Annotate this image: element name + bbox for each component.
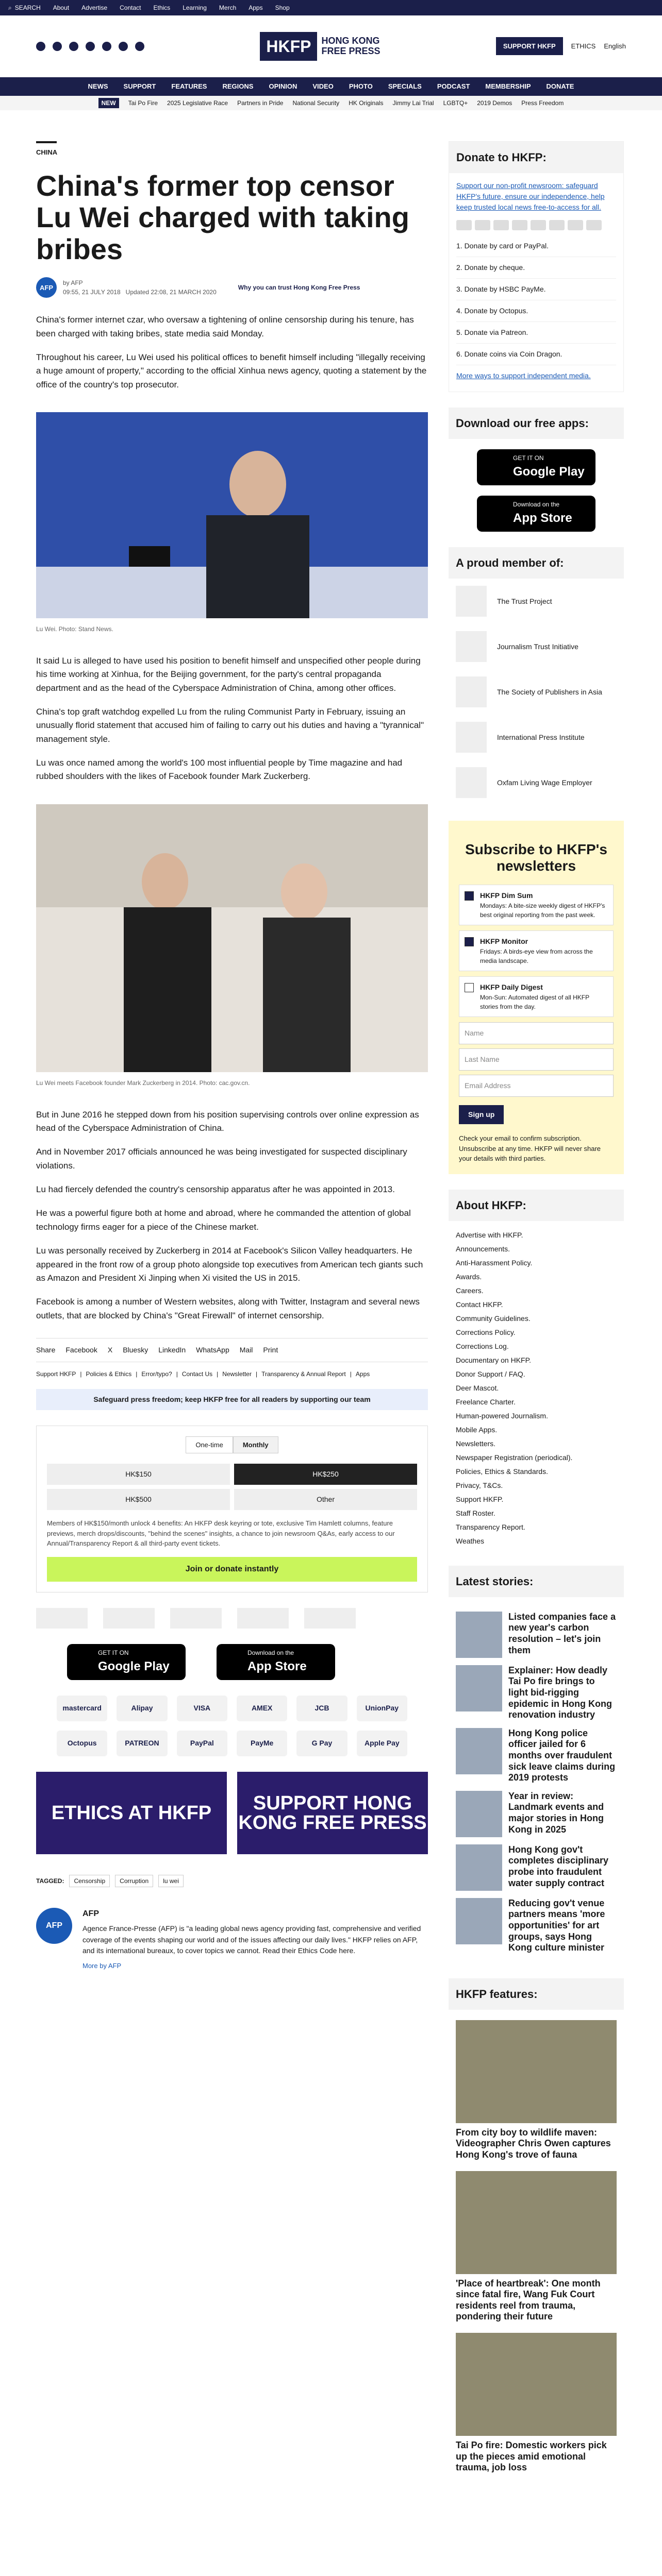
- top-utility-bar: [0, 0, 662, 15]
- about-link[interactable]: Staff Roster.: [456, 1509, 495, 1517]
- about-link[interactable]: Documentary on HKFP.: [456, 1355, 532, 1364]
- nav-item[interactable]: REGIONS: [222, 82, 254, 91]
- nav-item[interactable]: PHOTO: [349, 82, 373, 91]
- latest-story[interactable]: Hong Kong police officer jailed for 6 months over fraudulent sick leave claims during 2019 protests: [456, 1728, 617, 1784]
- share-print[interactable]: Print: [263, 1345, 278, 1354]
- feature-image: [456, 2020, 617, 2123]
- trending-link[interactable]: Press Freedom: [521, 99, 564, 107]
- google-play-button[interactable]: GET IT ON Google Play: [67, 1644, 186, 1680]
- monthly-option[interactable]: Monthly: [233, 1436, 278, 1454]
- about-link[interactable]: Weathes: [456, 1536, 484, 1545]
- author-bio: Agence France-Presse (AFP) is "a leading global news agency providing fast, comprehensive and verified coverage of the events shaping our world and of the issues affecting our daily lives." HKFP relies on AFP, and its international bureaux, to cover topics we cannot. Read their Ethics Code here.: [82, 1924, 421, 1955]
- donate-option[interactable]: 4. Donate by Octopus.: [456, 300, 616, 322]
- sidebar-app-store-button[interactable]: Download on the App Store: [477, 496, 595, 532]
- safeguard-banner: Safeguard press freedom; keep HKFP free for all readers by supporting our team: [36, 1389, 428, 1410]
- search-icon: ⌕: [8, 4, 12, 11]
- story-thumbnail: [456, 1898, 502, 1944]
- applepay-icon[interactable]: Apple Pay: [357, 1731, 407, 1756]
- threads-icon[interactable]: [86, 42, 95, 51]
- member-item[interactable]: The Trust Project: [449, 579, 624, 624]
- promo-banners: [36, 1772, 428, 1854]
- card-icon: [568, 220, 583, 230]
- patreon-icon[interactable]: PATREON: [117, 1731, 167, 1756]
- main-nav: [0, 77, 662, 96]
- logo-line-1: HONG KONG: [321, 35, 380, 46]
- category-label[interactable]: CHINA: [36, 141, 57, 158]
- instagram-icon[interactable]: [69, 42, 78, 51]
- site-logo[interactable]: [260, 32, 380, 61]
- membership-benefits: Members of HK$150/month unlock 4 benefits: An HKFP desk keyring or tote, exclusive Tim Hamlett columns, feature previews, merch drops/discounts, "behind the scenes" insights, a chance to join newsroom Q&As, early access to our Annual/Transparency Report & all third-party event tickets.: [47, 1519, 395, 1548]
- card-icon: [456, 220, 472, 230]
- about-link[interactable]: Corrections Log.: [456, 1342, 509, 1350]
- about-link[interactable]: Contact HKFP.: [456, 1300, 503, 1309]
- logo-line-2: FREE PRESS: [321, 45, 380, 56]
- member-logo: [456, 767, 487, 798]
- latest-title: Latest stories:: [449, 1566, 624, 1597]
- donate-widget: [36, 1426, 428, 1592]
- donate-option[interactable]: 5. Donate via Patreon.: [456, 322, 616, 344]
- learning-link[interactable]: Learning: [183, 4, 207, 11]
- about-link[interactable]: Support HKFP.: [456, 1495, 504, 1503]
- newsletter-checkbox[interactable]: HKFP Daily Digest Mon-Sun: Automated digest of all HKFP stories from the day.: [459, 976, 614, 1017]
- feature-image: [456, 2333, 617, 2436]
- about-link[interactable]: Newsletters.: [456, 1439, 496, 1448]
- about-link[interactable]: About: [53, 4, 70, 11]
- about-link[interactable]: Corrections Policy.: [456, 1328, 516, 1336]
- article-footer-links: Support HKFP | Policies & Ethics | Error/typo? | Contact Us | Newsletter | Transparency & Annual Report | Apps: [36, 1370, 370, 1378]
- contact-link[interactable]: Contact: [120, 4, 141, 11]
- article-main: [36, 110, 428, 2484]
- trending-bar: [0, 96, 662, 110]
- feature-story[interactable]: From city boy to wildlife maven: Videographer Chris Owen captures Hong Kong's trove of fauna: [456, 2020, 617, 2161]
- about-link[interactable]: Advertise with HKFP.: [456, 1230, 523, 1239]
- latest-story[interactable]: Year in review: Landmark events and major stories in Hong Kong in 2025: [456, 1791, 617, 1837]
- story-thumbnail: [456, 1612, 502, 1658]
- latest-story[interactable]: Explainer: How deadly Tai Po fire brings to light bid-rigging epidemic in Hong Kong renovation industry: [456, 1665, 617, 1721]
- amount-option[interactable]: HK$150: [47, 1464, 230, 1485]
- ethics-link[interactable]: Ethics: [153, 4, 171, 11]
- card-icon: [586, 220, 602, 230]
- nav-item[interactable]: MEMBERSHIP: [485, 82, 531, 91]
- updated-date: Updated 22:08, 21 MARCH 2020: [125, 289, 217, 296]
- jti-logo[interactable]: [103, 1608, 155, 1629]
- frequency-toggle: [47, 1436, 417, 1454]
- search-link[interactable]: ⌕ SEARCH: [8, 4, 41, 11]
- card-icon: [549, 220, 565, 230]
- about-link[interactable]: Awards.: [456, 1272, 482, 1281]
- donate-option[interactable]: 1. Donate by card or PayPal.: [456, 235, 616, 257]
- payme-icon[interactable]: PayMe: [237, 1731, 287, 1756]
- share-bluesky[interactable]: Bluesky: [123, 1345, 148, 1354]
- donate-option[interactable]: 6. Donate coins via Coin Dragon.: [456, 344, 616, 365]
- about-link[interactable]: Policies, Ethics & Standards.: [456, 1467, 548, 1476]
- nav-item[interactable]: PODCAST: [437, 82, 470, 91]
- support-promo[interactable]: SUPPORT HONG KONG FREE PRESS: [237, 1772, 428, 1854]
- card-icon: [531, 220, 546, 230]
- support-hkfp-button[interactable]: SUPPORT HKFP: [496, 37, 563, 56]
- footer-link[interactable]: Policies & Ethics: [86, 1370, 132, 1378]
- telegram-icon[interactable]: [135, 42, 144, 51]
- oxfam-logo[interactable]: [304, 1608, 356, 1629]
- about-link[interactable]: Deer Mascot.: [456, 1383, 499, 1392]
- tag[interactable]: Censorship: [69, 1875, 110, 1887]
- trending-link[interactable]: HK Originals: [349, 99, 384, 107]
- tag[interactable]: Corruption: [115, 1875, 153, 1887]
- author-avatar[interactable]: AFP: [36, 277, 57, 298]
- newsletter-title: Subscribe to HKFP's newsletters: [465, 841, 607, 874]
- article-paragraph: Lu was personally received by Zuckerberg in 2014 at Facebook's Silicon Valley headquarters. He appeared in the front row of a group photo alongside top executives from American tech giants such as Amazon and President Xi Jinping when Xi visited the US in 2015.: [36, 1246, 423, 1283]
- content-wrapper: [0, 110, 662, 2484]
- footer-link[interactable]: Transparency & Annual Report: [261, 1370, 346, 1378]
- author-box: [36, 1908, 428, 1972]
- about-link[interactable]: Freelance Charter.: [456, 1397, 516, 1406]
- trust-link[interactable]: Why you can trust Hong Kong Free Press: [238, 284, 360, 292]
- feature-image: [456, 2171, 617, 2274]
- tags-row: [36, 1875, 428, 1887]
- byline: [36, 277, 428, 298]
- octopus-icon[interactable]: Octopus: [57, 1731, 107, 1756]
- story-thumbnail: [456, 1791, 502, 1837]
- join-donate-button[interactable]: Join or donate instantly: [47, 1557, 417, 1582]
- nav-item[interactable]: FEATURES: [171, 82, 207, 91]
- story-thumbnail: [456, 1728, 502, 1774]
- member-logo: [456, 722, 487, 753]
- newsletter-note: Check your email to confirm subscription. Unsubscribe at any time. HKFP will never share your details with third parties.: [459, 1134, 601, 1163]
- x-icon[interactable]: [36, 42, 45, 51]
- youtube-icon[interactable]: [102, 42, 111, 51]
- nav-item[interactable]: SPECIALS: [388, 82, 422, 91]
- share-facebook[interactable]: Facebook: [65, 1345, 97, 1354]
- share-whatsapp[interactable]: WhatsApp: [196, 1345, 229, 1354]
- newsletter-signup: [449, 821, 624, 1174]
- trending-link[interactable]: National Security: [292, 99, 340, 107]
- card-icon: [512, 220, 527, 230]
- member-title: A proud member of:: [449, 547, 624, 579]
- photo-caption: Lu Wei. Photo: Stand News.: [36, 625, 113, 633]
- feature-story[interactable]: Tai Po fire: Domestic workers pick up the pieces amid emotional trauma, job loss: [456, 2333, 617, 2473]
- advertise-link[interactable]: Advertise: [81, 4, 108, 11]
- member-logo: [456, 676, 487, 707]
- card-icons: [449, 220, 623, 230]
- latest-story[interactable]: Listed companies face a new year's carbon resolution – let's join them: [456, 1612, 617, 1658]
- amount-option[interactable]: HK$250: [234, 1464, 417, 1485]
- share-bar: [36, 1338, 428, 1362]
- trending-link[interactable]: Jimmy Lai Trial: [392, 99, 434, 107]
- about-link[interactable]: Careers.: [456, 1286, 484, 1295]
- latest-story[interactable]: Reducing gov't venue partners means 'more opportunities' for art groups, says Hong Kong culture minister: [456, 1898, 617, 1954]
- sidebar-donate-title: Donate to HKFP:: [449, 142, 623, 173]
- linkedin-icon[interactable]: [119, 42, 128, 51]
- newsletter-checkbox[interactable]: HKFP Monitor Fridays: A birds-eye view from across the media landscape.: [459, 930, 614, 971]
- lu-wei-photo: [36, 412, 428, 618]
- article-title: China's former top censor Lu Wei charged with taking bribes: [36, 169, 409, 265]
- sopa-logo[interactable]: [170, 1608, 222, 1629]
- language-selector[interactable]: English: [604, 42, 626, 50]
- about-link[interactable]: Privacy, T&Cs.: [456, 1481, 503, 1489]
- apps-title: Download our free apps:: [449, 408, 624, 439]
- member-item[interactable]: Journalism Trust Initiative: [449, 624, 624, 669]
- about-link[interactable]: Human-powered Journalism.: [456, 1411, 548, 1420]
- sidebar-google-play-button[interactable]: GET IT ON Google Play: [477, 449, 595, 485]
- about-link[interactable]: Announcements.: [456, 1244, 510, 1253]
- nav-item[interactable]: SUPPORT: [123, 82, 156, 91]
- last-name-input[interactable]: Last Name: [459, 1048, 614, 1071]
- share-linkedin[interactable]: LinkedIn: [158, 1345, 186, 1354]
- donate-option[interactable]: 2. Donate by cheque.: [456, 257, 616, 279]
- footer-link[interactable]: Apps: [355, 1370, 370, 1378]
- story-thumbnail: [456, 1844, 502, 1891]
- ethics-header-link[interactable]: ETHICS: [571, 42, 596, 50]
- site-header: [0, 15, 662, 77]
- app-store-button[interactable]: Download on the App Store: [217, 1644, 335, 1680]
- amount-options: [47, 1464, 417, 1510]
- about-list: [449, 1221, 624, 1555]
- trending-link[interactable]: Tai Po Fire: [128, 99, 158, 107]
- trending-link[interactable]: 2025 Legislative Race: [167, 99, 228, 107]
- sidebar: [449, 110, 624, 2484]
- tags-label: TAGGED:: [36, 1877, 64, 1885]
- amex-icon[interactable]: AMEX: [237, 1696, 287, 1721]
- payment-methods: [57, 1696, 407, 1756]
- social-links: [36, 42, 144, 51]
- share-x[interactable]: X: [107, 1345, 113, 1354]
- donate-intro-link[interactable]: Support our non-profit newsroom: safeguard HKFP's future, ensure our independence, help keep trusted local news free-to-access for all.: [456, 181, 605, 211]
- amount-option[interactable]: HK$500: [47, 1489, 230, 1510]
- features-title: HKFP features:: [449, 1978, 624, 2010]
- trust-project-logo[interactable]: [36, 1608, 88, 1629]
- article-paragraph: China's top graft watchdog expelled Lu from the ruling Communist Party in February, issuing an unusually florid statement that accused him of failing to carry out his duties and having a "tyrannical" management style.: [36, 707, 424, 744]
- about-link[interactable]: Newspaper Registration (periodical).: [456, 1453, 573, 1462]
- one-time-option[interactable]: One-time: [186, 1436, 233, 1454]
- footer-link[interactable]: Contact Us: [181, 1370, 213, 1378]
- article-paragraph: He was a powerful figure both at home and abroad, where he commanded the attention of global technology firms eager for a piece of the Chinese market.: [36, 1208, 411, 1232]
- member-item[interactable]: International Press Institute: [449, 715, 624, 760]
- article-paragraph: Lu had fiercely defended the country's censorship apparatus after he was appointed in 2013.: [36, 1184, 395, 1195]
- photo-caption: Lu Wei meets Facebook founder Mark Zuckerberg in 2014. Photo: cac.gov.cn.: [36, 1079, 250, 1087]
- about-link[interactable]: Donor Support / FAQ.: [456, 1369, 525, 1378]
- card-icon: [475, 220, 490, 230]
- feature-story[interactable]: 'Place of heartbreak': One month since fatal fire, Wang Fuk Court residents reel from trauma, pondering their future: [456, 2171, 617, 2323]
- publish-date: 09:55, 21 JULY 2018: [63, 289, 121, 296]
- trending-link[interactable]: Partners in Pride: [237, 99, 284, 107]
- app-store-buttons: [67, 1644, 397, 1680]
- about-title: About HKFP:: [449, 1190, 624, 1221]
- story-thumbnail: [456, 1665, 502, 1711]
- article-paragraph: Throughout his career, Lu Wei used his political offices to benefit himself including "illegally receiving a huge amount of property," according to the official Xinhua news agency, quoting a statement by the office of the country's top prosecutor.: [36, 352, 427, 389]
- apps-link[interactable]: Apps: [249, 4, 263, 11]
- visa-icon[interactable]: VISA: [177, 1696, 227, 1721]
- donate-options: [449, 230, 623, 370]
- email-input[interactable]: Email Address: [459, 1075, 614, 1097]
- about-link[interactable]: Community Guidelines.: [456, 1314, 531, 1323]
- member-logo: [456, 586, 487, 617]
- article-paragraph: China's former internet czar, who oversaw a tightening of online censorship during his tenure, has been charged with taking bribes, state media said Monday.: [36, 315, 414, 338]
- article-paragraph: Facebook is among a number of Western websites, along with Twitter, Instagram and several news outlets, that are blocked by China's "Great Firewall" of internet censorship.: [36, 1297, 420, 1320]
- new-badge: NEW: [98, 98, 119, 108]
- member-logo: [456, 631, 487, 662]
- logo-mark: HKFP: [260, 32, 317, 61]
- sidebar-donate: [449, 141, 624, 392]
- donate-option[interactable]: 3. Donate by HSBC PayMe.: [456, 279, 616, 300]
- nav-item[interactable]: DONATE: [546, 82, 574, 91]
- member-item[interactable]: The Society of Publishers in Asia: [449, 669, 624, 715]
- gpay-icon[interactable]: G Pay: [296, 1731, 347, 1756]
- amount-option[interactable]: Other: [234, 1489, 417, 1510]
- tag[interactable]: lu wei: [158, 1875, 184, 1887]
- mastercard-icon[interactable]: mastercard: [57, 1696, 107, 1721]
- article-paragraph: Lu was once named among the world's 100 most influential people by Time magazine and had rubbed shoulders with the likes of Facebook founder Mark Zuckerberg.: [36, 758, 403, 782]
- merch-link[interactable]: Merch: [219, 4, 237, 11]
- article-paragraph: And in November 2017 officials announced he was being investigated for suspected disciplinary violations.: [36, 1147, 407, 1171]
- article-paragraph: It said Lu is alleged to have used his position to benefit himself and unspecified other people during his time working at Xinhua, for the Beijing government, for the party's central propaganda department and as the head of the Cyberspace Administration of China, among other offices.: [36, 656, 421, 693]
- shop-link[interactable]: Shop: [275, 4, 290, 11]
- first-name-input[interactable]: Name: [459, 1022, 614, 1044]
- more-ways-link[interactable]: More ways to support independent media.: [456, 371, 591, 380]
- latest-stories: [449, 1597, 624, 1968]
- nav-item[interactable]: OPINION: [269, 82, 297, 91]
- zuckerberg-photo: [36, 804, 428, 1072]
- author-box-avatar[interactable]: AFP: [36, 1908, 72, 1944]
- about-link[interactable]: Transparency Report.: [456, 1522, 525, 1531]
- alipay-icon[interactable]: Alipay: [117, 1696, 167, 1721]
- footer-link[interactable]: Newsletter: [222, 1370, 252, 1378]
- paypal-icon[interactable]: PayPal: [177, 1731, 227, 1756]
- latest-story[interactable]: Hong Kong gov't completes disciplinary probe into fraudulent water supply contract: [456, 1844, 617, 1891]
- newsletter-checkbox[interactable]: HKFP Dim Sum Mondays: A bite-size weekly digest of HKFP's best original reporting from the past week.: [459, 885, 614, 925]
- more-by-author-link[interactable]: More by AFP: [82, 1961, 122, 1970]
- share-mail[interactable]: Mail: [239, 1345, 253, 1354]
- footer-link[interactable]: Support HKFP: [36, 1370, 76, 1378]
- share-label: Share: [36, 1345, 56, 1354]
- trending-link[interactable]: LGBTQ+: [443, 99, 468, 107]
- ethics-promo[interactable]: ETHICS AT HKFP: [36, 1772, 227, 1854]
- footer-link[interactable]: Error/typo?: [141, 1370, 172, 1378]
- member-item[interactable]: Oxfam Living Wage Employer: [449, 760, 624, 805]
- about-link[interactable]: Anti-Harassment Policy.: [456, 1258, 533, 1267]
- unionpay-icon[interactable]: UnionPay: [357, 1696, 407, 1721]
- ipi-logo[interactable]: [237, 1608, 289, 1629]
- sign-up-button[interactable]: Sign up: [459, 1105, 504, 1124]
- about-link[interactable]: Mobile Apps.: [456, 1425, 498, 1434]
- facebook-icon[interactable]: [53, 42, 62, 51]
- nav-item[interactable]: NEWS: [88, 82, 108, 91]
- article-paragraph: But in June 2016 he stepped down from his position supervising controls over online expression as head of the Cyberspace Administration of China.: [36, 1109, 419, 1133]
- jcb-icon[interactable]: JCB: [296, 1696, 347, 1721]
- membership-logos: [36, 1608, 428, 1629]
- author-box-name[interactable]: AFP: [82, 1909, 99, 1918]
- author-name[interactable]: by AFP: [63, 279, 83, 287]
- card-icon: [493, 220, 509, 230]
- trending-link[interactable]: 2019 Demos: [477, 99, 512, 107]
- nav-item[interactable]: VIDEO: [312, 82, 334, 91]
